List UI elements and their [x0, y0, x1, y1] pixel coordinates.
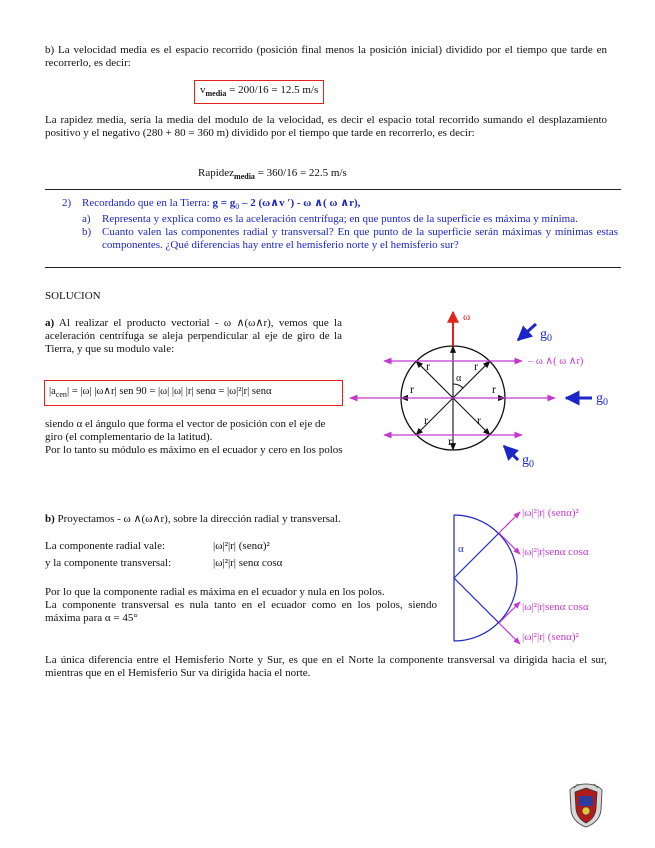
r-label-1: r: [426, 359, 430, 373]
question-intro-text: [82, 197, 360, 213]
hemisphere-difference: La única diferencia entre el Hemisferio Norte y Sur, es que en el Norte la componente transversal va dirigida hacia el sur, mientras que en el Hemisferio Sur va dirigida hacia el norte.: [45, 654, 607, 679]
solution-b-label: b): [45, 513, 55, 525]
item-a-text: Representa y explica como es la aceleración centrífuga; en que puntos de la superficie es máxima y mínima.: [102, 213, 578, 226]
g0-arrow-bottom: [504, 446, 518, 460]
formula-pre: |a: [49, 386, 56, 397]
g0-label-bottom: $g_0$: [522, 453, 534, 470]
transversal-component-row: [45, 557, 282, 570]
half-earth: [454, 515, 517, 641]
solution-b-intro: [45, 513, 425, 526]
radial-conclusion: Por lo que la componente radial es máxima en el ecuador y nula en los polos.: [45, 586, 385, 598]
omega-label: ω: [463, 311, 471, 323]
solution-a-after: [45, 418, 345, 457]
r-label-6: r: [477, 413, 481, 427]
divider-top: [45, 189, 621, 190]
g0-label-right: $g_0$: [596, 391, 608, 408]
radial-value: |ω|²|r| (senα)²: [213, 540, 270, 552]
r-label-2: r: [474, 359, 478, 373]
diagram-centrifugal: [340, 300, 630, 470]
university-crest: [566, 782, 606, 828]
question-2: [62, 197, 618, 252]
question-intro: [62, 197, 618, 213]
solution-a-paragraph: [45, 317, 342, 356]
formula-post: | = |ω| |ω∧r| sen 90 = |ω| |ω| |r| senα = |ω|²|r| senα: [66, 386, 272, 397]
item-b-label: b): [82, 226, 92, 239]
v-label: v: [200, 84, 206, 96]
r-label-7: r: [448, 434, 452, 448]
projection-label-4: |ω|²|r| (senα)²: [522, 631, 579, 643]
intro-formula: g = g: [212, 197, 236, 209]
solution-b-text: Proyectamos - ω ∧(ω∧r), sobre la dirección radial y transversal.: [54, 513, 341, 525]
transversal-conclusion: La componente transversal es nula tanto en el ecuador como en los polos, siendo máxima para α = 45°: [45, 599, 437, 624]
r-eq: = 360/16 = 22.5 m/s: [254, 167, 347, 179]
question-item-b: [82, 226, 618, 252]
paragraph-velocidad-media: b) La velocidad media es el espacio recorrido (posición final menos la posición inicial) dividido por el tiempo que tarde en recorrerlo, es decir:: [45, 44, 607, 69]
diagram-projection: [440, 500, 655, 645]
item-b-text: Cuanto valen las componentes radial y transversal? En que punto de la superficie serán máximas y mínimas estas componentes. ¿Qué diferencias hay entre el hemisferio norte y el hemisferio sur?: [102, 226, 618, 252]
alpha-label: α: [456, 373, 462, 384]
max-min-conclusion: Por lo tanto su módulo es máximo en el ecuador y cero en los polos: [45, 444, 343, 456]
radius-lower: [454, 578, 499, 623]
intro-pre: Recordando que en la Tierra:: [82, 197, 213, 209]
formula-velocidad-media: [194, 80, 324, 104]
formula-sub: cen: [55, 390, 67, 400]
r-label-5: r: [424, 413, 428, 427]
g0-arrow-top: [518, 324, 536, 340]
r-label-3: r: [410, 382, 414, 396]
projection-label-3: |ω|²|r|senα cosα: [522, 601, 589, 613]
item-a-label: a): [82, 213, 91, 226]
radial-component-row: [45, 540, 270, 553]
centrifugal-label: – ω ∧( ω ∧r): [528, 356, 584, 367]
r-label-4: r: [492, 382, 496, 396]
transversal-value: |ω|²|r| senα cosα: [213, 557, 283, 569]
radius-upper: [454, 533, 499, 578]
alpha-definition: siendo α el ángulo que forma el vector de posición con el eje de giro (el complementario de la latitud).: [45, 418, 326, 443]
g0-label-top: $g_0$: [540, 327, 552, 344]
projection-label-1: |ω|²|r| (senα)²: [522, 507, 579, 519]
radial-label: La componente radial vale:: [45, 540, 166, 552]
intro-rest: – 2 (ω∧v ′) - ω ∧( ω ∧r),: [239, 197, 361, 209]
v-sub: media: [205, 89, 227, 99]
question-item-a: [82, 213, 618, 226]
solution-a-text: Al realizar el producto vectorial - ω ∧(ω∧r), vemos que la aceleración centrífuga se aleja perpendicular al eje de giro de la Tierra, y que su modulo vale:: [45, 317, 342, 355]
paragraph-rapidez-media: La rapidez media, sería la media del modulo de la velocidad, es decir el espacio total recorrido sumando el desplazamiento positivo y el negativo (280 + 80 = 360 m) dividido por el tiempo que tarde en recorrerlo, es decir:: [45, 114, 607, 139]
intro-sub: 0: [235, 202, 240, 212]
alpha-label-2: α: [458, 543, 464, 555]
solution-heading: SOLUCION: [45, 290, 101, 302]
solution-b-conclusions: [45, 586, 437, 625]
projection-label-2: |ω|²|r|senα cosα: [522, 546, 589, 558]
question-number: 2): [62, 197, 72, 209]
r-sub: media: [234, 172, 255, 182]
transversal-label: y la componente transversal:: [45, 557, 172, 569]
v-eq: = 200/16 = 12.5 m/s: [226, 84, 319, 96]
solution-a-label: a): [45, 317, 55, 329]
divider-bottom: [45, 267, 621, 268]
formula-aceleracion-centrifuga: [44, 380, 343, 406]
formula-rapidez-media: [198, 167, 347, 183]
r-label: Rapidez: [198, 167, 235, 179]
alpha-arc: [453, 384, 463, 388]
